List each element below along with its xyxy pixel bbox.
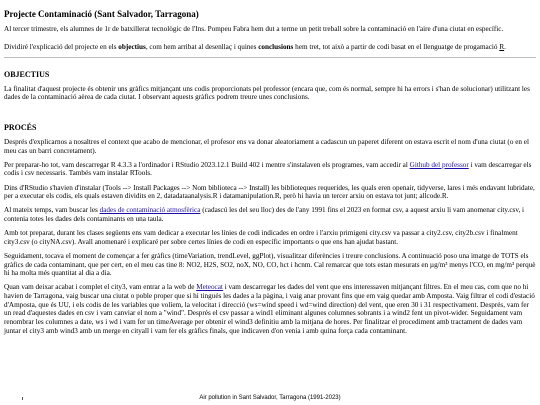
intro-paragraph-2 [4,43,536,52]
proces-text: i vam descarregar els codis i csv necessaris. Tambés vam instalar RTools. [4,160,532,178]
intro-text: hem tret, tot això a partir de codi basat en el llenguatge de progamació [293,42,500,51]
proces-paragraph-6: Seguidament, tocava el moment de començar a fer gràfics (timeVariation, trendLevel, ggPlot), visualitzar diferències i treure conclusions. A continuació poso una imatge de TOTS els gràfics de cada contaminant, que per cert, en el meu cas tine 8: NO2, H2S, SO2, noX, NO, CO, hct i hcnm. Cal remarcar que tots estan mesurats en µg/m³ menys l'CO, en mg/m³ perquè hi ha molta més quantitat al dia a dia. [4,251,536,278]
meteocat-link[interactable]: Meteocat [196,283,223,292]
proces-paragraph-7 [4,283,536,335]
intro-r-language: R [499,42,505,51]
intro-paragraph-1: Al tercer trimestre, els alumnes de 1r de batxillerat tecnològic de l'Ins. Pompeu Fabra hem dut a terme un petit treball sobre la contaminació en l'aire d'una ciutat en específic. [4,24,504,33]
page-title: Projecte Contaminació (Sant Salvador, Tarragona) [4,9,199,19]
proces-paragraph-3: Dins d'RStudio s'havien d'instalar (Tools --> Install Packages --> Nom biblioteca --> Install) les biblioteques requerides, les quals eren openair, tidyverse, lares i més endavant lubridate, per a executar els codis, els quals estaven dividits en 2, datadataanalysis.R i datamanipulation.R, però hi havia un tercer arxiu on estava tot junt; allcode.R. [4,183,535,201]
proces-text: Per preparar-ho tot, vam descarregar R 4.3.3 a l'ordinador i RStudio 2023.12.1 Build 402 i mentre s'instalaven els programes, vam accedir al [4,160,410,169]
proces-text: Al mateix temps, vam buscar les [4,206,100,215]
section-divider [4,57,536,58]
proces-text: i vam descarregar les dades del vent que ens interessaven mitjançant filtres. En el meu cas, com que no hi havien de Tarragona, vaig buscar una ciutat o poble proper que si hi tingués les dades a la pàgina, i vaig anar provant fins que em vaig quedar amb Amposta. Vaig filtrar el codi d'estació d'Amposta, que és UU, i els codis de les variables que volíem, la velocitat i direcció (ws=wind speed i wd=wind direction) del vent, que eren 30 i 31 respectivament. Després, vam fer un read d'aquestes dades en csv i vam canviar el nom a "wind". Després el csv passar a wind1 eliminant algunes columnes sobrants i a wind2 fent un pivot-wider. Seguidament vam renombrar les columnes a date, ws i wd i vam fer un timeAverage per obtenir el wind3 definitiu amb la mitjana de hores. Per finalitzar el procediment amb tractament de dades vam juntar el city3 amb wind3 amb un merge en cityall i vam fer els gràfics finals, que indicaven d'on venia i amb quina força cada contaminant. [4,283,535,335]
pollution-data-link[interactable]: dades de contaminació atmosfèrica [99,206,201,215]
proces-paragraph-5: Amb tot preparat, durant les clases següents ens vam dedicar a executar les línies de codi indicades en ordre i l'arxiu primigeni city.csv va passar a city2.csv, city2b.csv i finalment city3.csv (o cityNA.csv). Avall anomenaré i explicaré per sobre certes línies de codi en específic importants o que ens han ajudat bastant. [4,229,518,246]
intro-bold-objectius: objectius [118,42,146,51]
objectius-paragraph: La finalitat d'aquest projecte és obtenir uns gràfics mitjançant uns codis proporcionats pel professor (encara que, com és normal, sempre hi ha errors i s'han de solucionar) utilitzant les dades de la contaminació aèrea de cada ciutat. I observant aquests gràfics podrem treure unes conclusions. [4,84,530,102]
proces-text: Quan vam deixar acabat i complet el city3, vam entrar a la web de [4,283,197,292]
proces-paragraph-2 [4,161,536,178]
proces-paragraph-4 [4,206,536,223]
intro-text: Dividiré l'explicació del projecte en els [4,42,119,51]
intro-text: hem arribat al desenllaç i quines [163,42,259,51]
section-heading-objectius: OBJECTIUS [4,70,50,80]
github-link[interactable]: Github del professor [409,160,469,169]
proces-paragraph-1: Després d'explicarnos a nosaltres el context que acabo de mencionar, el profesor ens va donar aleatoriament a cadascun un paperet diferent on estava escrit el nom d'una ciutat (o en el meu cas un barri concretament). [4,138,529,155]
figure-title: Air pollution in Sant Salvador, Tarragona (1991-2023) [199,395,341,401]
section-heading-proces: PROCÉS [4,123,37,133]
proces-text: (cadascú les del seu lloc) des de l'any 1991 fins el 2023 en format csv, a aquest arxiu li vam anomenar city.csv, i contenia totes les dades dels contaminants en una taula. [4,206,525,224]
intro-text: , com [145,42,164,51]
intro-bold-conclusions: conclusions [258,42,294,51]
intro-text: . [504,42,506,51]
